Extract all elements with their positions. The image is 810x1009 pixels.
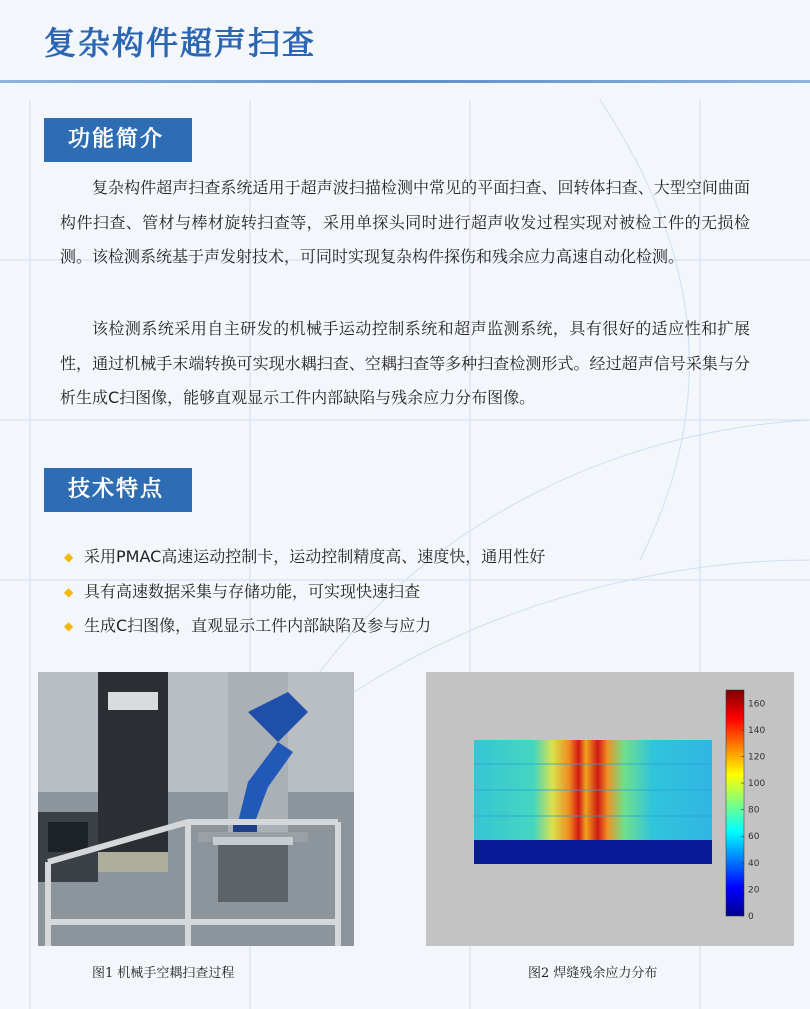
figure-2-caption: 图2 焊缝残余应力分布 bbox=[528, 966, 658, 981]
heatmap-base-band bbox=[474, 840, 712, 864]
colorbar bbox=[726, 690, 744, 916]
diamond-bullet-icon: ◆ bbox=[64, 619, 74, 633]
intro-paragraph-2: 该检测系统采用自主研发的机械手运动控制系统和超声监测系统，具有很好的适应性和扩展性，通过机械手末端转换可实现水耦扫查、空耦扫查等多种扫查检测形式。经过超声信号采集与分析生成C扫图像，能够直观显示工件内部缺陷与残余应力分布图像。 bbox=[60, 319, 750, 407]
colorbar-tick-label: 120 bbox=[748, 752, 766, 763]
stress-heatmap-chart bbox=[426, 672, 794, 946]
feature-item bbox=[64, 540, 545, 575]
colorbar-tick-label: 60 bbox=[748, 832, 760, 843]
diamond-bullet-icon: ◆ bbox=[64, 584, 74, 599]
feature-item bbox=[64, 609, 545, 644]
colorbar-tick-label: 40 bbox=[748, 858, 760, 869]
colorbar-tick-label: 0 bbox=[748, 912, 754, 922]
colorbar-ticks bbox=[741, 699, 765, 922]
colorbar-tick-label: 140 bbox=[748, 725, 766, 736]
feature-text: 生成C扫图像，直观显示工件内部缺陷及参与应力 bbox=[84, 616, 432, 635]
figure-1-caption: 图1 机械手空耦扫查过程 bbox=[92, 966, 235, 981]
intro-paragraph-1: 复杂构件超声扫查系统适用于超声波扫描检测中常见的平面扫查、回转体扫查、大型空间曲面构件扫查、管材与棒材旋转扫查等，采用单探头同时进行超声收发过程实现对被检工件的无损检测。该检测系统基于声发射技术，可同时实现复杂构件探伤和残余应力高速自动化检测。 bbox=[60, 178, 750, 266]
feature-list bbox=[64, 540, 545, 644]
title-divider bbox=[0, 80, 810, 83]
stress-heatmap-figure bbox=[426, 672, 794, 946]
page-title: 复杂构件超声扫查 bbox=[44, 24, 317, 62]
colorbar-tick-label: 160 bbox=[748, 699, 766, 710]
feature-item bbox=[64, 575, 545, 610]
colorbar-tick-label: 20 bbox=[748, 885, 760, 896]
section-header-intro: 功能简介 bbox=[44, 118, 192, 162]
robot-scan-photo bbox=[38, 672, 354, 946]
colorbar-tick-label: 100 bbox=[748, 779, 766, 790]
colorbar-tick-label: 80 bbox=[748, 805, 760, 816]
diamond-bullet-icon: ◆ bbox=[64, 550, 74, 564]
feature-text: 具有高速数据采集与存储功能，可实现快速扫查 bbox=[84, 581, 421, 601]
feature-text: 采用PMAC高速运动控制卡，运动控制精度高、速度快，通用性好 bbox=[84, 547, 546, 566]
robot-photo-illustration bbox=[38, 672, 354, 946]
section-header-features: 技术特点 bbox=[44, 468, 192, 512]
